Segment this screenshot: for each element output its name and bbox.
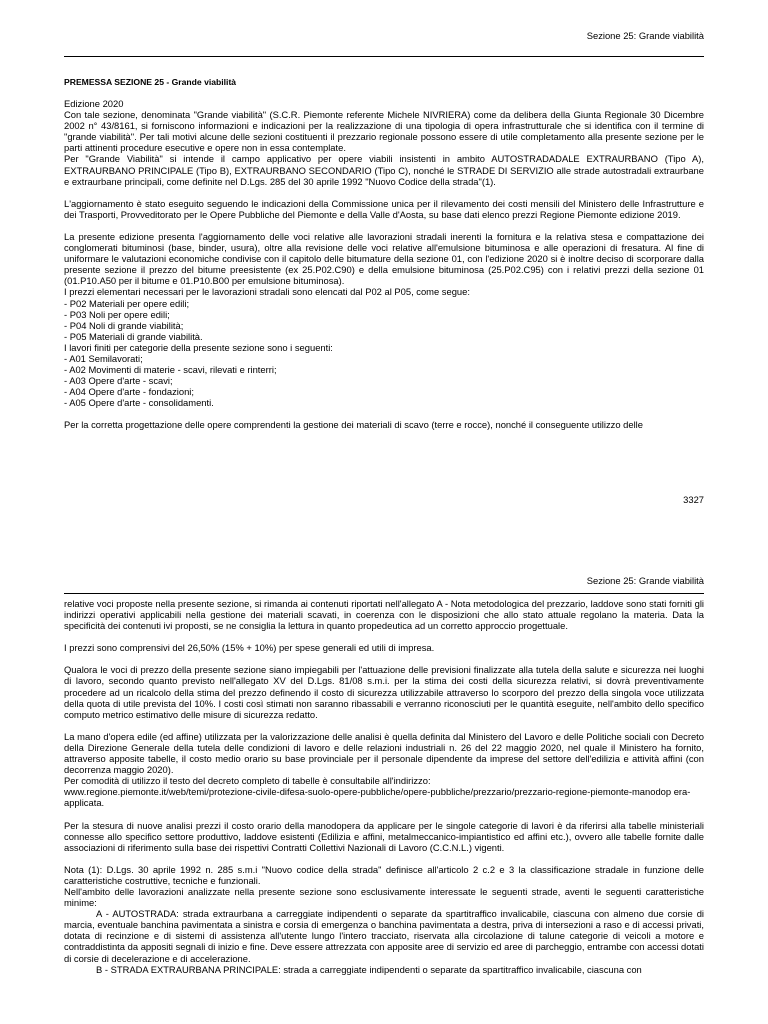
page-body xyxy=(64,598,704,975)
paragraph: La mano d'opera edile (ed affine) utilizzata per la valorizzazione delle analisi è quella definita dal Ministero del Lavoro e delle Politiche sociali con Decreto della Direzione Generale della tutela delle condizioni di lavoro e delle relazioni industriali n. 26 del 22 maggio 2020, nel quale il Ministero ha fornito, attraverso apposite tabelle, il costo medio orario su base provinciale per il personale dipendente da imprese del settore dell'edilizia e attività affini (con decorrenza maggio 2020). xyxy=(64,730,704,776)
document-page-next xyxy=(64,560,704,1024)
list-item: - A01 Semilavorati; xyxy=(64,352,143,364)
paragraph: A - AUTOSTRADA: strada extraurbana a carreggiate indipendenti o separate da spartitraffico invalicabile, ciascuna con almeno due corsie di marcia, eventuale banchina pavimentata a sinistra e corsia di emergenza o banchina pavimentata a destra, priva di intersezioni a raso e di accessi privati, dotata di recinzione e di sistemi di assistenza all'utente lungo l'intero tracciato, riservata alla circolazione di talune categorie di veicoli a motore e contraddistinta da appositi segnali di inizio e fine. Deve essere attrezzata con apposite aree di servizio ed aree di parcheggio, entrambe con accessi dotati di corsie di decelerazione e di accelerazione. xyxy=(64,908,704,964)
paragraph: Per la corretta progettazione delle opere comprendenti la gestione dei materiali di scavo (terre e rocce), nonché il conseguente utilizzo delle xyxy=(64,419,643,431)
footnote: Nota (1): D.Lgs. 30 aprile 1992 n. 285 s.m.i "Nuovo codice della strada" definisce all'articolo 2 c.2 e 3 la classificazione stradale in funzione delle caratteristiche costruttive, tecniche e funzionali. xyxy=(64,863,704,886)
running-header: Sezione 25: Grande viabilità xyxy=(586,30,704,41)
list-item: - A04 Opere d'arte - fondazioni; xyxy=(64,386,194,398)
page-body xyxy=(64,98,704,431)
running-header: Sezione 25: Grande viabilità xyxy=(586,575,704,586)
paragraph: relative voci proposte nella presente sezione, si rimanda ai contenuti riportati nell'allegato A - Nota metodologica del prezzario, laddove sono stati forniti gli indirizzi operativi applicabili nella gestione dei materiali scavati, in coerenza con le disposizioni che allo stato attuale regolano la materia. Data la specificità dei contenuti ivi proposti, se ne consiglia la lettura in quanto propedeutica ad un corretto approccio progettuale. xyxy=(64,598,704,632)
works-list xyxy=(64,353,704,408)
list-item: - A03 Opere d'arte - scavi; xyxy=(64,375,173,387)
decree-link[interactable]: www.regione.piemonte.it/web/temi/protezione-civile-difesa-suolo-opere-pubbliche/opere-pubbliche/prezzario/prezzario-regione-piemonte-manodop era-applicata. xyxy=(64,786,691,809)
page-number: 3327 xyxy=(683,494,704,505)
paragraph: Con tale sezione, denominata "Grande viabilità" (S.C.R. Piemonte referente Michele NIVRIERA) come da delibera della Giunta Regionale 30 Dicembre 2002 n° 43/8161, si forniscono informazioni e indicazioni per la realizzazione di una tipologia di opera infrastrutturale che si identifica con il termine di "grande viabilità". Per tali motivi alcune delle sezioni costituenti il prezzario regionale possono essere di utile completamento alla presente sezione per le parti attinenti procedure esecutive e opere non in essa contemplate. xyxy=(64,109,704,154)
paragraph: La presente edizione presenta l'aggiornamento delle voci relative alle lavorazioni stradali inerenti la fornitura e la relativa stesa e compattazione dei conglomerati bituminosi (base, binder, usura), oltre alla revisione delle voci relative all'emulsione bituminosa e alle operazioni di fresatura. Al fine di uniformare le valutazioni economiche condivise con il capitolo delle bitumature della sezione 01, con l'edizione 2020 si è inoltre deciso di scorporare dalla presente sezione il prezzo del bitume preesistente (ex 25.P02.C90) e della emulsione bituminosa (25.P02.C95) con i relativi prezzi della sezione 01 (01.P10.A50 per il bitume e 01.P10.B00 per emulsione bituminosa). xyxy=(64,230,704,287)
list-item: - A05 Opere d'arte - consolidamenti. xyxy=(64,397,214,409)
price-list xyxy=(64,298,704,342)
paragraph: I prezzi sono comprensivi del 26,50% (15% + 10%) per spese generali ed utili di impresa. xyxy=(64,642,435,654)
document-page-3327 xyxy=(64,0,704,560)
list-item: - P05 Materiali di grande viabilità. xyxy=(64,330,203,342)
section-title: PREMESSA SEZIONE 25 - Grande viabilità xyxy=(64,77,237,87)
paragraph: B - STRADA EXTRAURBANA PRINCIPALE: strada a carreggiate indipendenti o separate da spartitraffico invalicabile, ciascuna con xyxy=(96,963,642,975)
paragraph: L'aggiornamento è stato eseguito seguendo le indicazioni della Commissione unica per il rilevamento dei costi mensili del Ministero delle Infrastrutture e dei Trasporti, Provveditorato per le Opere Pubbliche del Piemonte e della Valle d'Aosta, su base dati elenco prezzi Regione Piemonte edizione 2019. xyxy=(64,197,704,220)
list-item: - A02 Movimenti di materie - scavi, rilevati e rinterri; xyxy=(64,364,277,376)
list-item: - P02 Materiali per opere edili; xyxy=(64,297,190,309)
header-rule xyxy=(64,593,704,594)
paragraph: I lavori finiti per categorie della presente sezione sono i seguenti: xyxy=(64,341,333,353)
list-item: - P04 Noli di grande viabilità; xyxy=(64,319,184,331)
paragraph: Per comodità di utilizzo il testo del decreto completo di tabelle è consultabile all'indirizzo: xyxy=(64,775,431,787)
paragraph: Per la stesura di nuove analisi prezzi il costo orario della manodopera da applicare per le singole categorie di lavori è da riferirsi alla tabelle ministeriali connesse allo specifico settore produttivo, laddove esistenti (Edilizia e affini, metalmeccanico-impiantistico ed affini etc.), ovvero alle tabelle fornite dalle associazioni di riferimento sulla base dei rispettivi Contratti Collettivi Nazionali di Lavoro (C.C.N.L.) vigenti. xyxy=(64,819,704,853)
paragraph: I prezzi elementari necessari per le lavorazioni stradali sono elencati dal P02 al P05, come segue: xyxy=(64,286,470,298)
header-rule xyxy=(64,56,704,57)
paragraph: Per "Grande Viabilità" si intende il campo applicativo per opere viabili insistenti in ambito AUTOSTRADADALE EXTRAURBANO (Tipo A), EXTRAURBANO PRINCIPALE (Tipo B), EXTRAURBANO SECONDARIO (Tipo C), nonché le STRADE DI SERVIZIO alle strade autostradali extraurbane e extraurbane principali, come definite nel D.Lgs. 285 del 30 aprile 1992 "Nuovo Codice della strada"(1). xyxy=(64,153,704,187)
paragraph: Nell'ambito delle lavorazioni analizzate nella presente sezione sono esclusivamente interessate le seguenti strade, aventi le seguenti caratteristiche minime: xyxy=(64,885,704,909)
edition-label: Edizione 2020 xyxy=(64,98,124,109)
list-item: - P03 Noli per opere edili; xyxy=(64,308,170,320)
paragraph: Qualora le voci di prezzo della presente sezione siano impiegabili per l'attuazione delle previsioni finalizzate alla tutela della salute e sicurezza nei luoghi di lavoro, secondo quanto previsto nell'allegato XV del D.Lgs. 81/08 s.m.i. per la stima dei costi della sicurezza relativi, si dovrà preventivamente procedere ad un ricalcolo della stima del prezzo definendo il costo di sicurezza utilizzabile attraverso lo scorporo del prezzo della singola voce utilizzata della quota di utile prevista del 10%. I costi così stimati non saranno ribassabili e verranno riconosciuti per le quantità eseguite, nell'ambito dello specifico computo metrico estimativo delle misure di sicurezza redatto. xyxy=(64,664,704,720)
